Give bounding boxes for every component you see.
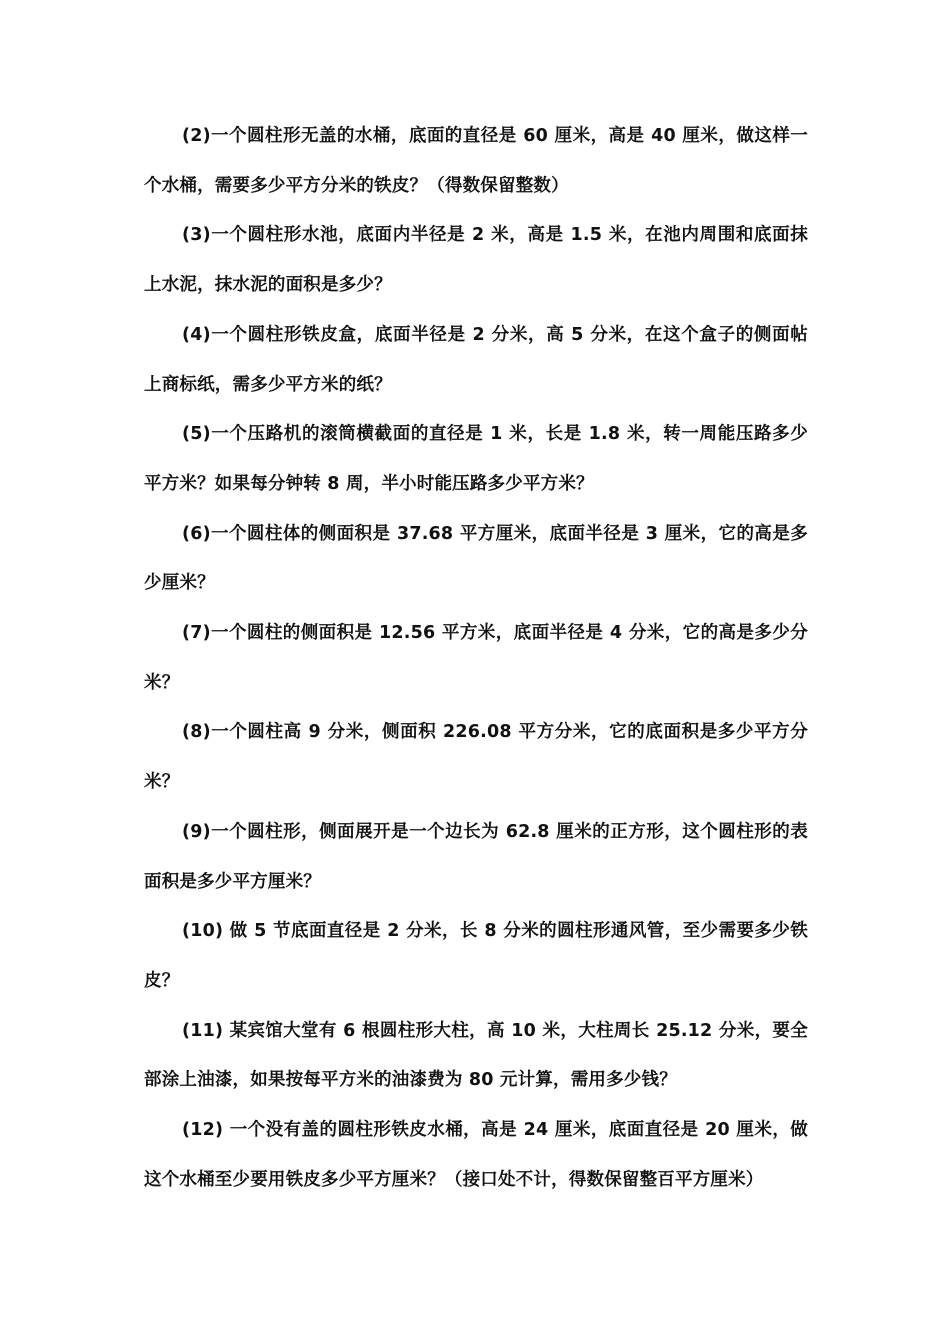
problem-9: (9)一个圆柱形，侧面展开是一个边长为 62.8 厘米的正方形，这个圆柱形的表面积是多少平方厘米？ <box>144 821 808 892</box>
problem-10: (10) 做 5 节底面直径是 2 分米，长 8 分米的圆柱形通风管，至少需要多少铁皮？ <box>144 921 808 991</box>
problem-6: (6)一个圆柱体的侧面积是 37.68 平方厘米，底面半径是 3 厘米，它的高是多少厘米？ <box>144 523 808 594</box>
problem-4: (4)一个圆柱形铁皮盒，底面半径是 2 分米，高 5 分米，在这个盒子的侧面帖上商标纸，需多少平方米的纸？ <box>144 324 808 395</box>
problem-list <box>144 112 808 1205</box>
problem-8: (8)一个圆柱高 9 分米，侧面积 226.08 平方分米，它的底面积是多少平方分米？ <box>144 722 808 793</box>
problem-7: (7)一个圆柱的侧面积是 12.56 平方米，底面半径是 4 分米，它的高是多少分米？ <box>144 623 808 693</box>
problem-5: (5)一个压路机的滚筒横截面的直径是 1 米，长是 1.8 米，转一周能压路多少平方米？如果每分钟转 8 周，半小时能压路多少平方米？ <box>144 424 808 494</box>
problem-2: (2)一个圆柱形无盖的水桶，底面的直径是 60 厘米，高是 40 厘米，做这样一个水桶，需要多少平方分米的铁皮？（得数保留整数） <box>144 126 808 196</box>
problem-11: (11) 某宾馆大堂有 6 根圆柱形大柱，高 10 米，大柱周长 25.12 分米，要全部涂上油漆，如果按每平方米的油漆费为 80 元计算，需用多少钱？ <box>144 1020 808 1091</box>
problem-3: (3)一个圆柱形水池，底面内半径是 2 米，高是 1.5 米，在池内周围和底面抹上水泥，抹水泥的面积是多少？ <box>144 225 808 296</box>
problem-12: (12) 一个没有盖的圆柱形铁皮水桶，高是 24 厘米，底面直径是 20 厘米，做这个水桶至少要用铁皮多少平方厘米？（接口处不计，得数保留整百平方厘米） <box>144 1120 808 1190</box>
